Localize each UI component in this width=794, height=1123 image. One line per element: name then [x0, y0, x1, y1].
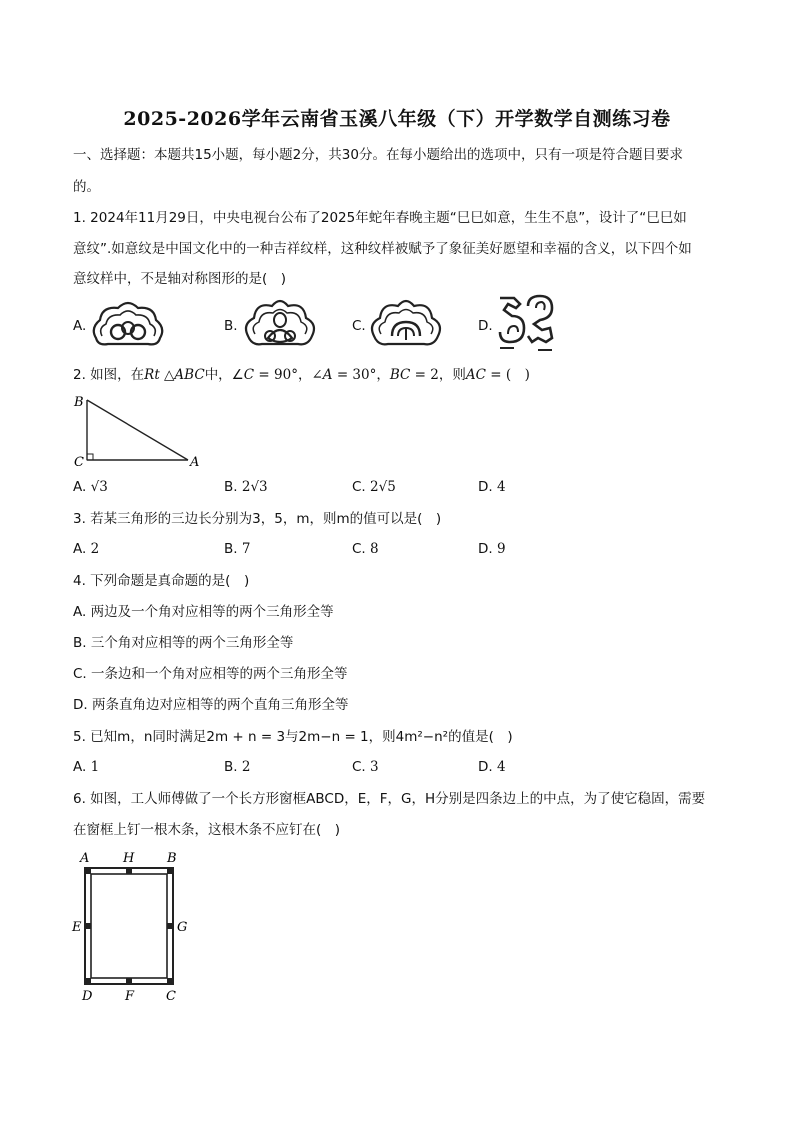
q3-option-a [73, 541, 99, 557]
q5-stem: 5. 已知m，n同时满足2m + n = 3与2m−n = 1，则4m²−n²的值是( ) [73, 729, 513, 745]
q5-option-c-label: C. [352, 759, 366, 775]
q3-option-d-value: 9 [496, 541, 506, 557]
q5-option-b-value: 2 [241, 759, 251, 775]
q1-option-d-label: D. [478, 318, 493, 334]
q2-eq3: = 2，则 [410, 367, 466, 383]
q2-option-d-value: 4 [496, 479, 506, 495]
q2-end: = ( ) [485, 367, 530, 383]
q2-option-c-label: C. [352, 479, 366, 495]
q5-option-c-value: 3 [370, 759, 379, 775]
q6-label-g: G [177, 920, 188, 935]
q2-label-b: B [74, 395, 84, 410]
q2-option-c-value: 2√5 [370, 479, 396, 495]
q1-stem-line2: 意纹”.如意纹是中国文化中的一种吉祥纹样，这种纹样被赋予了象征美好愿望和幸福的含义，以下四个如 [73, 241, 692, 257]
q2-stem [73, 366, 530, 384]
page-title: 2025-2026学年云南省玉溪八年级（下）开学数学自测练习卷 [123, 108, 671, 130]
q2-option-b-value: 2√3 [241, 479, 268, 495]
q2-stem-triangle: Rt △ABC [144, 367, 205, 383]
q4-option-c: C. 一条边和一个角对应相等的两个三角形全等 [73, 666, 348, 682]
q3-option-a-label: A. [73, 541, 87, 557]
q2-stem-mid: 中，∠ [204, 367, 244, 383]
q3-option-a-value: 2 [90, 541, 100, 557]
q6-window-frame-figure [68, 848, 198, 1008]
q1-option-b-figure [240, 296, 320, 354]
q4-option-b: B. 三个角对应相等的两个三角形全等 [73, 635, 294, 651]
q1-stem-line1: 1. 2024年11月29日，中央电视台公布了2025年蛇年春晚主题“巳巳如意，生生不息”，设计了“巳巳如 [73, 210, 687, 226]
q2-option-a [73, 479, 108, 495]
section-heading-cont: 的。 [73, 179, 100, 195]
q3-option-b [224, 541, 250, 557]
q2-eq1: = 90°，∠ [254, 367, 323, 383]
q2-bc: BC [389, 367, 411, 383]
q6-label-f: F [125, 989, 135, 1004]
q2-angle-a: A [322, 367, 333, 383]
q6-stem-line2: 在窗框上钉一根木条，这根木条不应钉在( ) [73, 822, 341, 838]
q2-triangle-figure [70, 390, 210, 472]
q6-label-a: A [80, 851, 90, 866]
q5-option-b-label: B. [224, 759, 238, 775]
q5-option-a-label: A. [73, 759, 87, 775]
q2-option-d-label: D. [478, 479, 493, 495]
q6-label-d: D [82, 989, 93, 1004]
q4-stem: 4. 下列命题是真命题的是( ) [73, 573, 250, 589]
q6-label-h: H [123, 851, 135, 866]
q4-option-d: D. 两条直角边对应相等的两个直角三角形全等 [73, 697, 349, 713]
q1-option-b-label: B. [224, 318, 238, 334]
q3-stem: 3. 若某三角形的三边长分别为3，5，m，则m的值可以是( ) [73, 511, 442, 527]
q3-option-d [478, 541, 506, 557]
q6-stem-line1: 6. 如图，工人师傅做了一个长方形窗框ABCD，E，F，G，H分别是四条边上的中点，为了使它稳固，需要 [73, 791, 706, 807]
q2-angle-c: C [243, 367, 255, 383]
q2-option-b-label: B. [224, 479, 238, 495]
q2-option-b [224, 479, 268, 495]
q2-label-a: A [190, 455, 200, 470]
q6-label-b: B [167, 851, 177, 866]
q3-option-c-value: 8 [370, 541, 379, 557]
q3-option-b-value: 7 [241, 541, 251, 557]
q3-option-d-label: D. [478, 541, 493, 557]
q2-option-c [352, 479, 396, 495]
q5-option-d-value: 4 [496, 759, 506, 775]
q2-option-a-value: √3 [90, 479, 108, 495]
section-heading: 一、选择题：本题共15小题，每小题2分，共30分。在每小题给出的选项中，只有一项是符合题目要求 [73, 147, 683, 163]
q2-eq2: = 30°， [332, 367, 390, 383]
q2-stem-pre: 2. 如图，在 [73, 367, 145, 383]
q2-option-a-label: A. [73, 479, 87, 495]
q5-option-a-value: 1 [90, 759, 100, 775]
q6-label-c: C [166, 989, 176, 1004]
q5-option-d [478, 759, 506, 775]
q1-option-a-figure [88, 298, 168, 352]
q1-option-d-figure [494, 292, 558, 356]
q6-label-e: E [72, 920, 82, 935]
q1-option-c-figure [366, 296, 446, 352]
q5-option-c [352, 759, 379, 775]
q1-option-c-label: C. [352, 318, 366, 334]
q3-option-c-label: C. [352, 541, 366, 557]
q4-option-a: A. 两边及一个角对应相等的两个三角形全等 [73, 604, 334, 620]
q1-option-a-label: A. [73, 318, 87, 334]
q3-option-b-label: B. [224, 541, 238, 557]
q2-option-d [478, 479, 506, 495]
q2-ac: AC [465, 367, 486, 383]
q5-option-d-label: D. [478, 759, 493, 775]
q1-stem-line3: 意纹样中，不是轴对称图形的是( ) [73, 271, 287, 287]
q5-option-a [73, 759, 99, 775]
q2-label-c: C [74, 455, 84, 470]
q5-option-b [224, 759, 250, 775]
q3-option-c [352, 541, 379, 557]
